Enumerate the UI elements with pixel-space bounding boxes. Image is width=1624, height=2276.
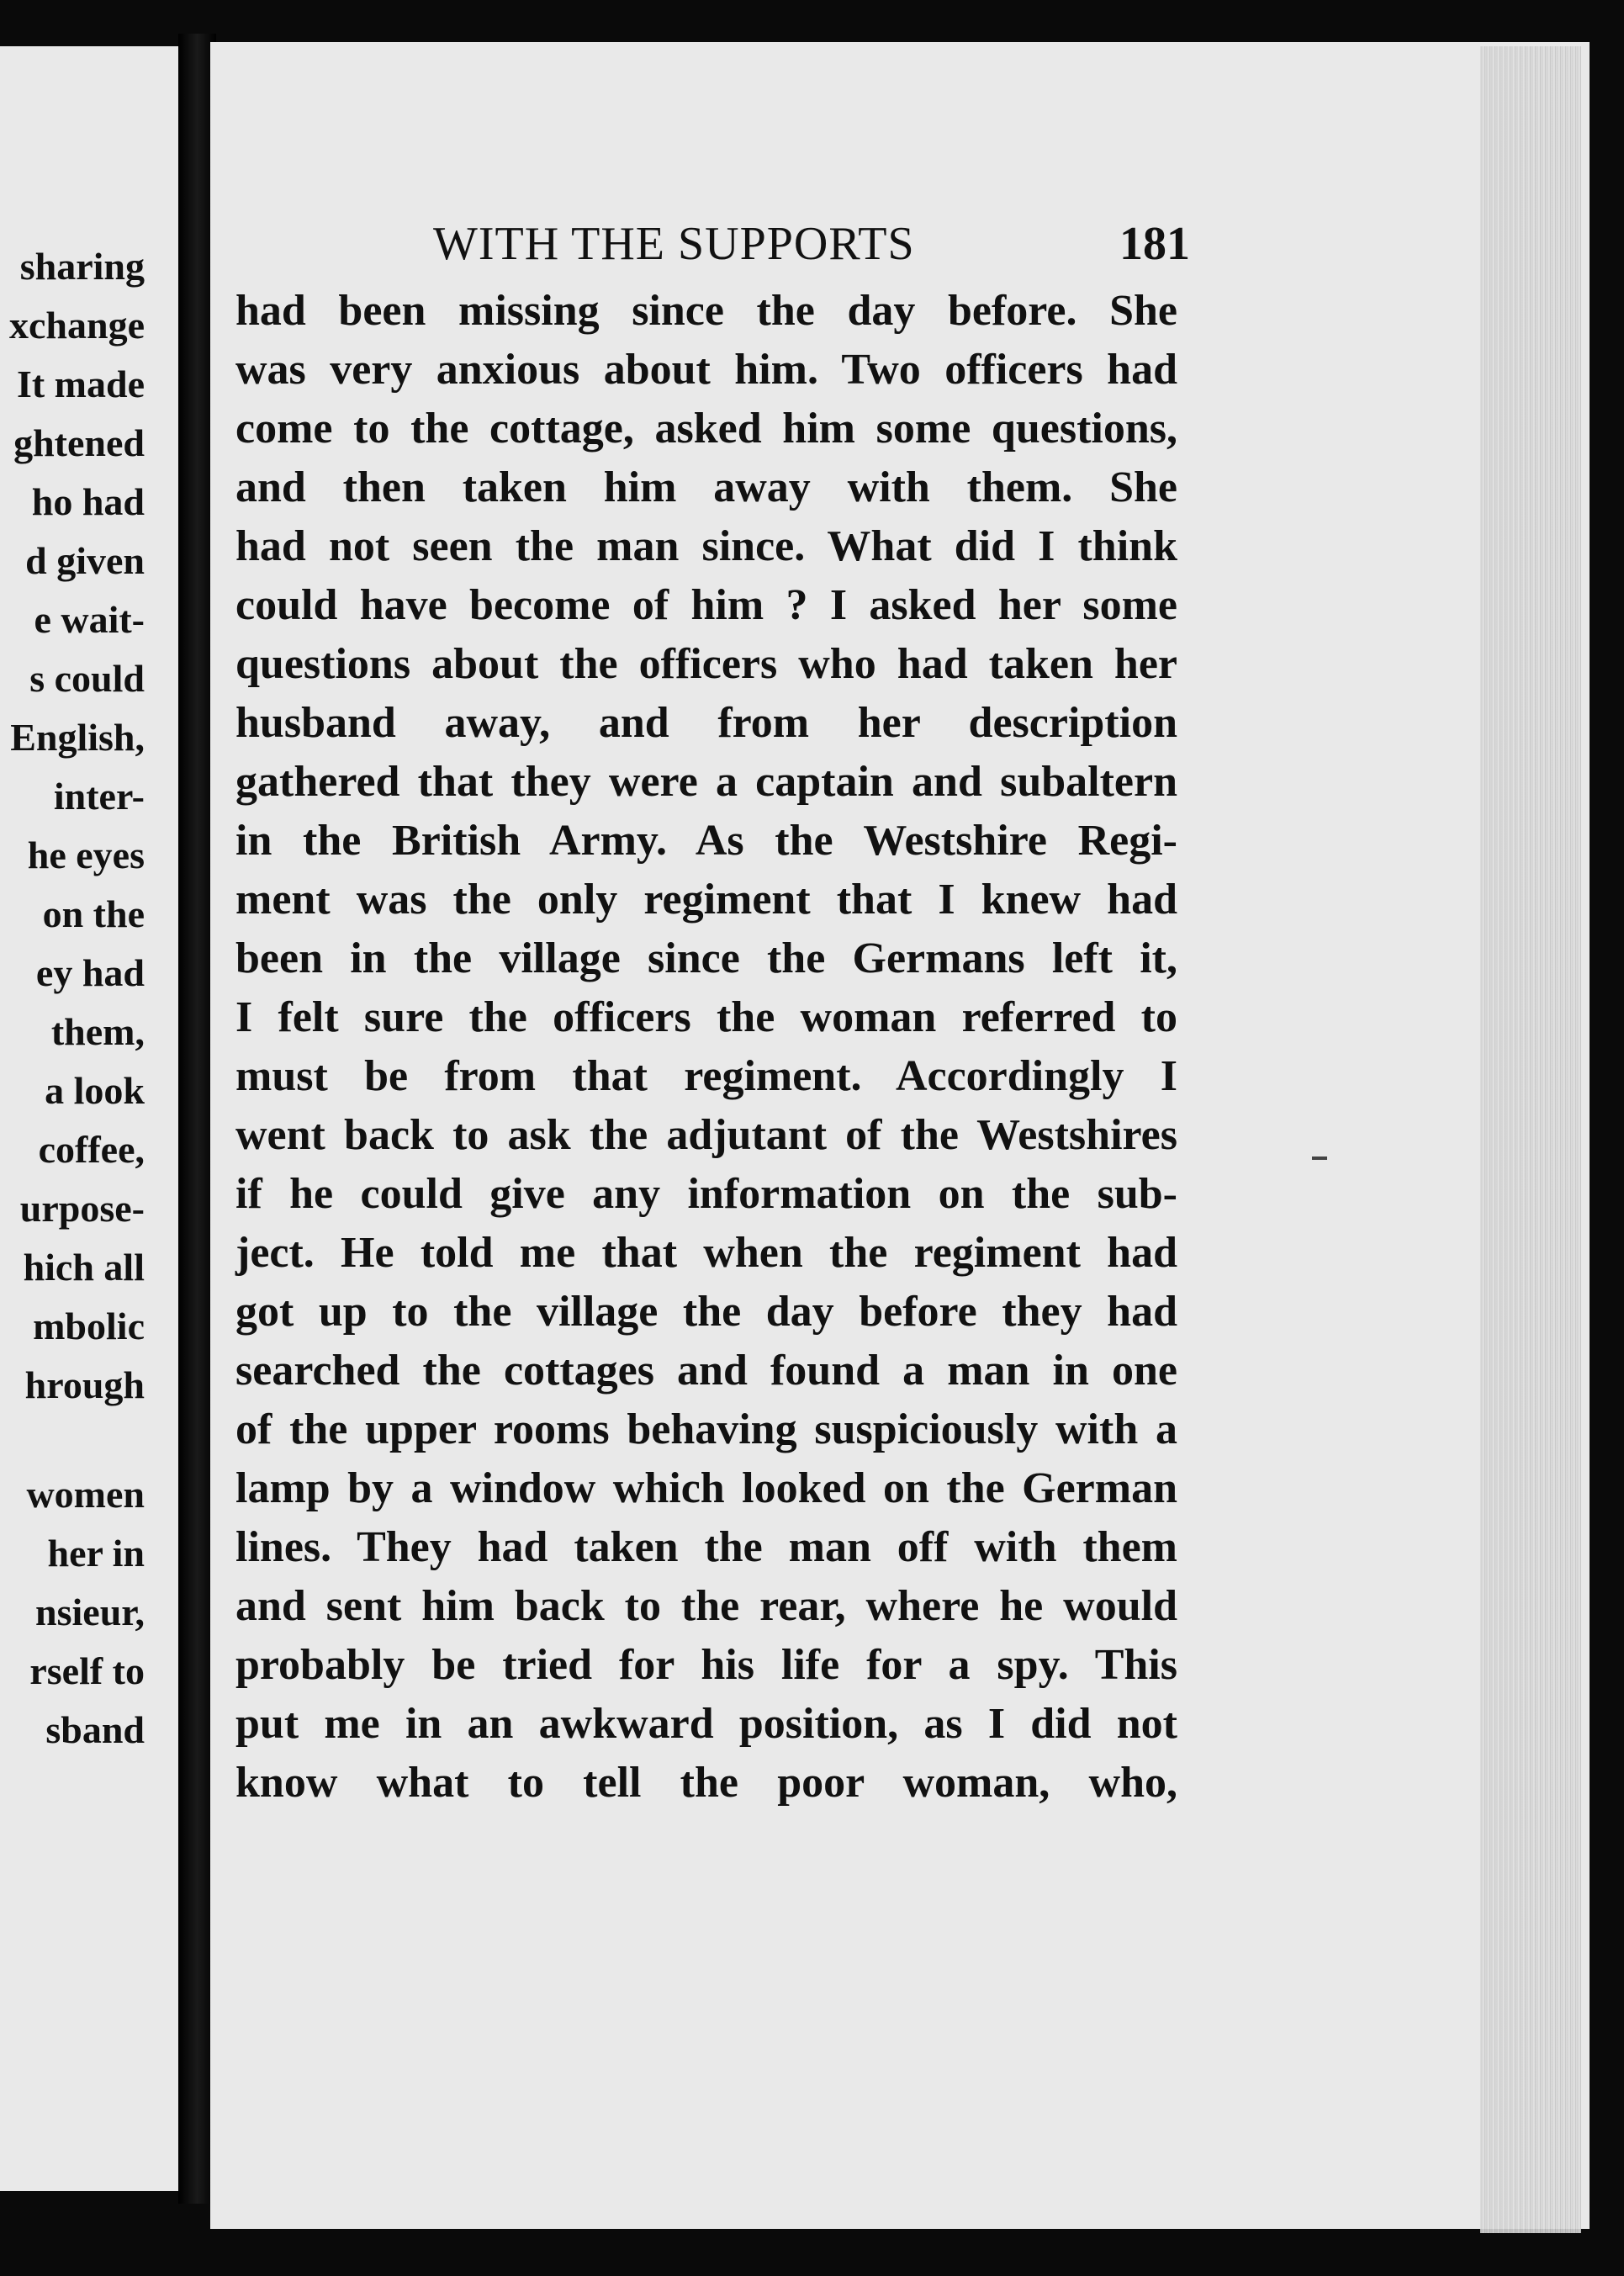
left-page-line: inter- xyxy=(53,775,145,818)
left-page-line: coffee, xyxy=(38,1128,145,1171)
left-page-line: e wait- xyxy=(34,598,145,641)
left-page-line: them, xyxy=(50,1010,145,1053)
left-page-line: sharing xyxy=(19,245,145,288)
left-page-line: s could xyxy=(29,657,145,700)
body-line: searched the cottages and found a man in one xyxy=(235,1347,1177,1395)
body-line: been in the village since the Germans left it, xyxy=(235,934,1177,982)
left-page-line: xchange xyxy=(9,304,145,347)
left-page-line: urpose- xyxy=(19,1187,145,1230)
body-line: come to the cottage, asked him some questions, xyxy=(235,405,1177,453)
page-number: 181 xyxy=(1119,218,1190,270)
running-head-title: WITH THE SUPPORTS xyxy=(433,218,915,270)
left-page-line: a look xyxy=(45,1069,145,1112)
body-line: ject. He told me that when the regiment had xyxy=(235,1229,1177,1277)
left-page-line: hrough xyxy=(24,1363,145,1406)
left-page-line: mbolic xyxy=(33,1305,145,1347)
body-line: went back to ask the adjutant of the Westshires xyxy=(235,1111,1177,1159)
left-page-line: ey had xyxy=(35,951,145,994)
body-line: and sent him back to the rear, where he would xyxy=(235,1582,1177,1630)
body-line: could have become of him ? I asked her some xyxy=(235,581,1177,629)
body-text xyxy=(235,282,1177,1813)
body-line: put me in an awkward position, as I did not xyxy=(235,1700,1177,1748)
left-page-line: ho had xyxy=(31,480,145,523)
body-line: lines. They had taken the man off with them xyxy=(235,1523,1177,1571)
left-page-line: hich all xyxy=(23,1246,145,1289)
body-line: questions about the officers who had taken her xyxy=(235,640,1177,688)
left-page xyxy=(0,46,178,2191)
left-page-line: women xyxy=(26,1473,145,1516)
body-line: probably be tried for his life for a spy. This xyxy=(235,1641,1177,1689)
left-page-line: d given xyxy=(25,539,145,582)
left-page-line: he eyes xyxy=(27,834,145,876)
body-line: of the upper rooms behaving suspiciously with a xyxy=(235,1405,1177,1453)
body-line: ment was the only regiment that I knew had xyxy=(235,876,1177,924)
body-line: was very anxious about him. Two officers had xyxy=(235,346,1177,394)
left-page-line: on the xyxy=(42,892,145,935)
page-edges xyxy=(1480,46,1581,2233)
left-page-line: nsieur, xyxy=(35,1591,145,1633)
body-line: in the British Army. As the Westshire Regi- xyxy=(235,817,1177,865)
left-page-line: rself to xyxy=(29,1649,145,1692)
body-line: and then taken him away with them. She xyxy=(235,463,1177,511)
body-line: if he could give any information on the sub- xyxy=(235,1170,1177,1218)
body-line: had been missing since the day before. She xyxy=(235,287,1177,335)
left-page-line: sband xyxy=(45,1708,145,1751)
running-head xyxy=(433,217,1190,276)
body-line: husband away, and from her description xyxy=(235,699,1177,747)
body-line: know what to tell the poor woman, who, xyxy=(235,1759,1177,1807)
left-page-line: ghtened xyxy=(13,421,145,464)
body-line: I felt sure the officers the woman referred to xyxy=(235,993,1177,1041)
left-page-line: It made xyxy=(16,363,145,405)
body-line: lamp by a window which looked on the German xyxy=(235,1464,1177,1512)
body-line: got up to the village the day before they had xyxy=(235,1288,1177,1336)
left-page-line: English, xyxy=(10,716,145,759)
body-line: must be from that regiment. Accordingly I xyxy=(235,1052,1177,1100)
left-page-line: her in xyxy=(47,1532,145,1575)
body-line: gathered that they were a captain and subaltern xyxy=(235,758,1177,806)
body-line: had not seen the man since. What did I think xyxy=(235,522,1177,570)
speck xyxy=(1312,1157,1327,1160)
